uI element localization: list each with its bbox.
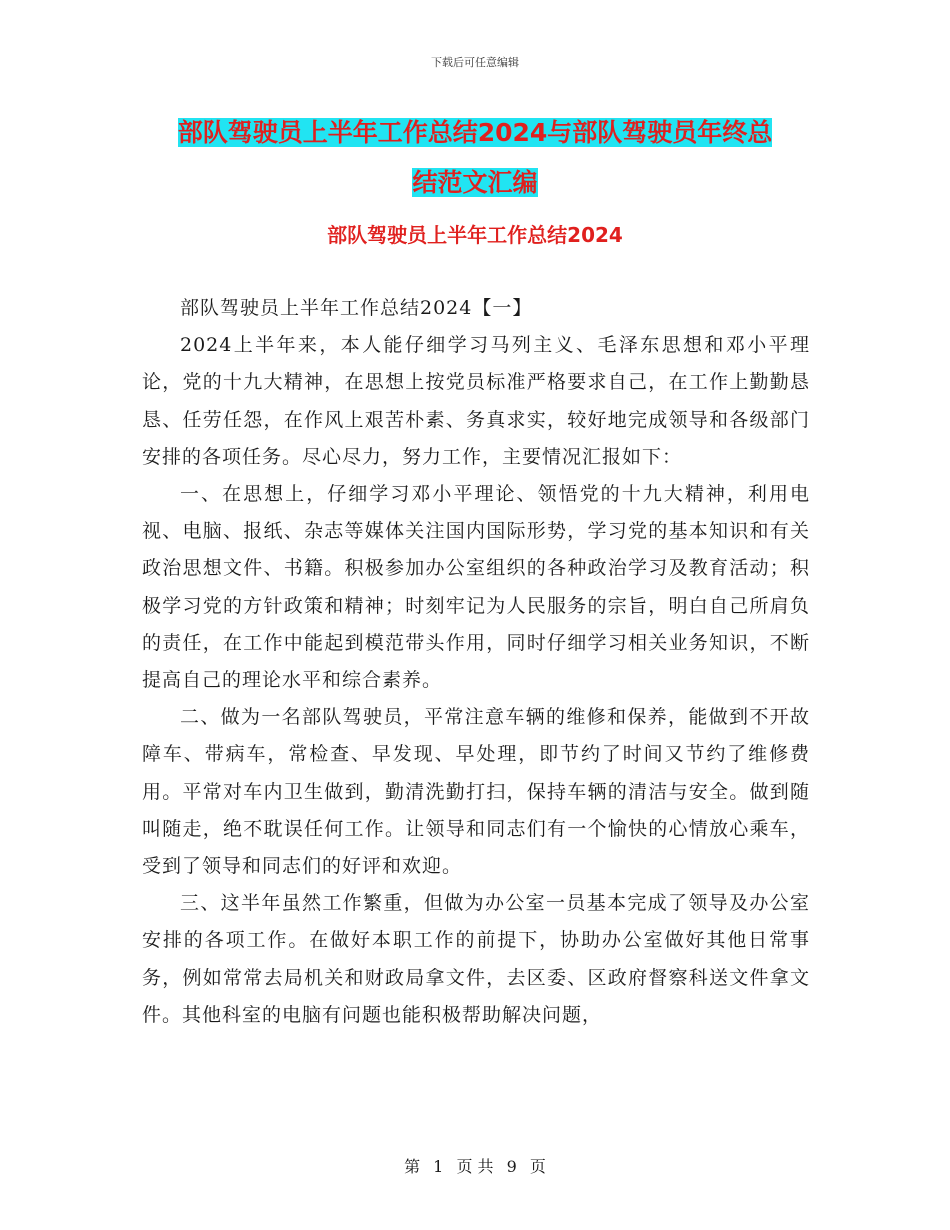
footer-middle: 页 共 xyxy=(456,1157,494,1176)
paragraph: 2024上半年来，本人能仔细学习马列主义、毛泽东思想和邓小平理论，党的十九大精神，在思想上按党员标准严格要求自己，在工作上勤勤恳恳、任劳任怨，在作风上艰苦朴素、务真求实，较好地完成领导和各级部门安排的各项任务。尽心尽力，努力工作，主要情况汇报如下： xyxy=(142,334,810,468)
footer-suffix: 页 xyxy=(529,1157,546,1176)
total-page-count: 9 xyxy=(506,1157,517,1176)
footer-prefix: 第 xyxy=(404,1157,421,1176)
document-title-line1: 部队驾驶员上半年工作总结2024与部队驾驶员年终总 xyxy=(177,118,773,147)
header-note: 下载后可任意编辑 xyxy=(431,56,519,69)
page-footer xyxy=(0,1154,950,1177)
paragraph: 二、做为一名部队驾驶员，平常注意车辆的维修和保养，能做到不开故障车、带病车，常检查、早发现、早处理，即节约了时间又节约了维修费用。平常对车内卫生做到，勤清洗勤打扫，保持车辆的清洁与安全。做到随叫随走，绝不耽误任何工作。让领导和同志们有一个愉快的心情放心乘车，受到了领导和同志们的好评和欢迎。 xyxy=(142,706,810,878)
section-title: 部队驾驶员上半年工作总结2024 xyxy=(327,223,623,247)
document-title xyxy=(140,108,810,208)
paragraph: 三、这半年虽然工作繁重，但做为办公室一员基本完成了领导及办公室安排的各项工作。在做好本职工作的前提下，协助办公室做好其他日常事务，例如常常去局机关和财政局拿文件，去区委、区政府督察科送文件拿文件。其他科室的电脑有问题也能积极帮助解决问题， xyxy=(142,892,810,1026)
current-page-number: 1 xyxy=(433,1157,444,1176)
paragraph: 一、在思想上，仔细学习邓小平理论、领悟党的十九大精神，利用电视、电脑、报纸、杂志等媒体关注国内国际形势，学习党的基本知识和有关政治思想文件、书籍。积极参加办公室组织的各种政治学习及教育活动；积极学习党的方针政策和精神；时刻牢记为人民服务的宗旨，明白自己所肩负的责任，在工作中能起到模范带头作用，同时仔细学习相关业务知识，不断提高自己的理论水平和综合素养。 xyxy=(142,483,810,692)
document-title-line2: 结范文汇编 xyxy=(412,168,538,197)
paragraph-subheading: 部队驾驶员上半年工作总结2024【一】 xyxy=(180,297,533,319)
body-text xyxy=(142,290,810,1034)
